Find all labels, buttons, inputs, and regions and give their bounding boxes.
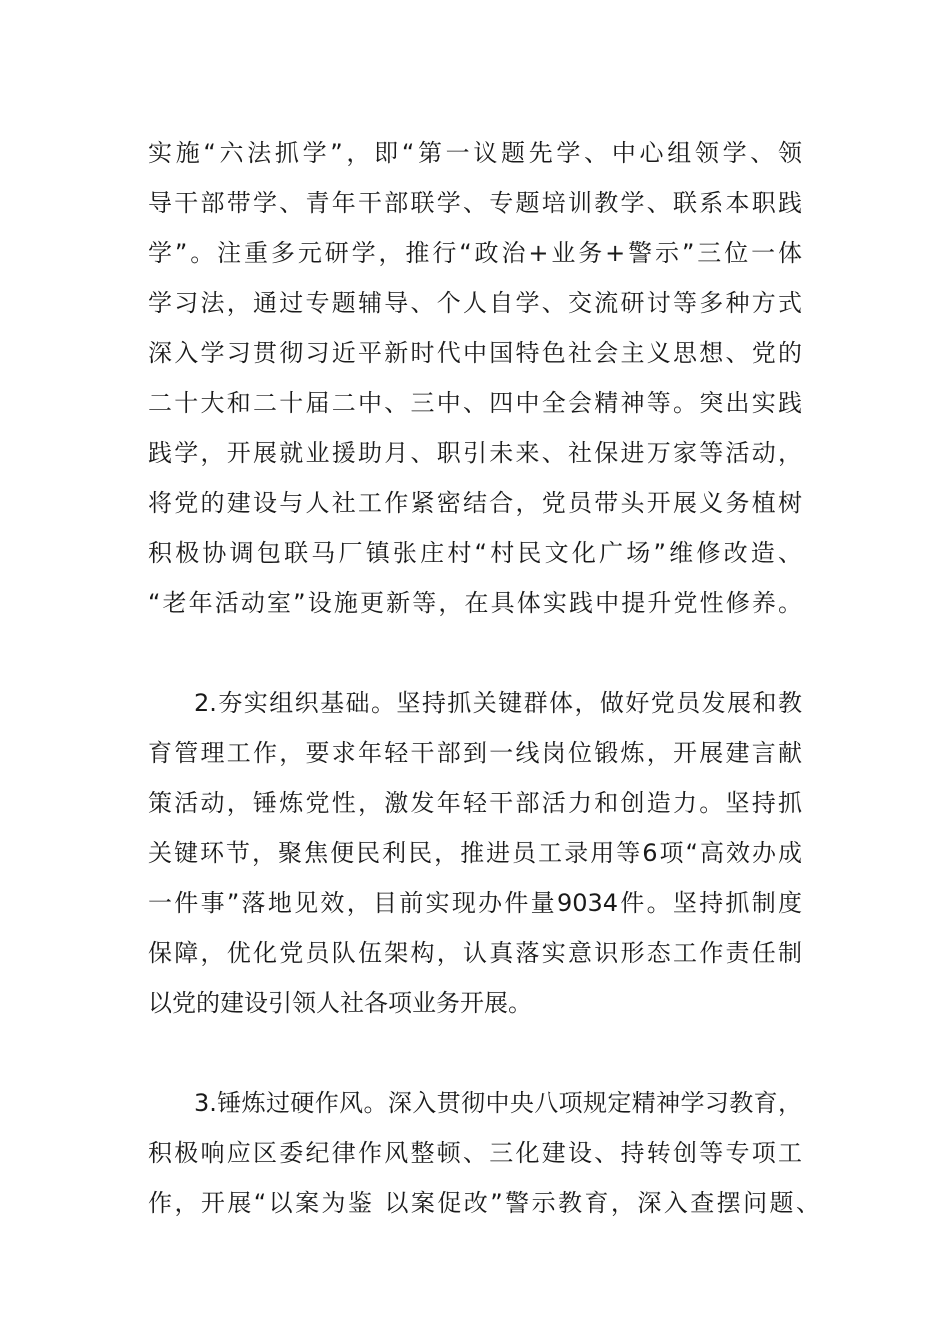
text-line: 积极响应区委纪律作风整顿、三化建设、持转创等专项工 bbox=[148, 1139, 802, 1167]
text-line: 积极协调包联马厂镇张庄村“村民文化广场”维修改造、 bbox=[148, 539, 802, 567]
text-line: 以党的建设引领人社各项业务开展。 bbox=[148, 989, 532, 1017]
text-line: 策活动，锤炼党性，激发年轻干部活力和创造力。坚持抓 bbox=[148, 789, 802, 817]
text-line: 二十大和二十届二中、三中、四中全会精神等。突出实践 bbox=[148, 389, 802, 417]
text-line: 学”。注重多元研学，推行“政治+业务+警示”三位一体 bbox=[148, 239, 802, 267]
text-line: 保障，优化党员队伍架构，认真落实意识形态工作责任制 bbox=[148, 939, 802, 967]
text-line: 关键环节，聚焦便民利民，推进员工录用等6项“高效办成 bbox=[148, 839, 802, 867]
paragraph-2 bbox=[148, 678, 802, 1028]
text-line: 育管理工作，要求年轻干部到一线岗位锻炼，开展建言献 bbox=[148, 739, 802, 767]
paragraph-gap bbox=[148, 628, 802, 678]
paragraph-1 bbox=[148, 128, 802, 628]
text-line: 学习法，通过专题辅导、个人自学、交流研讨等多种方式 bbox=[148, 289, 802, 317]
text-line: 3.锤炼过硬作风。深入贯彻中央八项规定精神学习教育， bbox=[194, 1089, 802, 1117]
text-line: “老年活动室”设施更新等，在具体实践中提升党性修养。 bbox=[148, 589, 802, 617]
text-line: 深入学习贯彻习近平新时代中国特色社会主义思想、党的 bbox=[148, 339, 802, 367]
text-line: 作，开展“以案为鉴 以案促改”警示教育，深入查摆问题、 bbox=[148, 1189, 820, 1217]
text-line: 实施“六法抓学”，即“第一议题先学、中心组领学、领 bbox=[148, 139, 802, 167]
text-line: 践学，开展就业援助月、职引未来、社保进万家等活动， bbox=[148, 439, 802, 467]
text-line: 一件事”落地见效，目前实现办件量9034件。坚持抓制度 bbox=[148, 889, 802, 917]
text-line: 2.夯实组织基础。坚持抓关键群体，做好党员发展和教 bbox=[194, 689, 802, 717]
paragraph-3 bbox=[148, 1078, 820, 1228]
document-page bbox=[148, 128, 820, 1228]
text-line: 将党的建设与人社工作紧密结合，党员带头开展义务植树 bbox=[148, 489, 802, 517]
paragraph-gap bbox=[148, 1028, 802, 1078]
text-line: 导干部带学、青年干部联学、专题培训教学、联系本职践 bbox=[148, 189, 802, 217]
